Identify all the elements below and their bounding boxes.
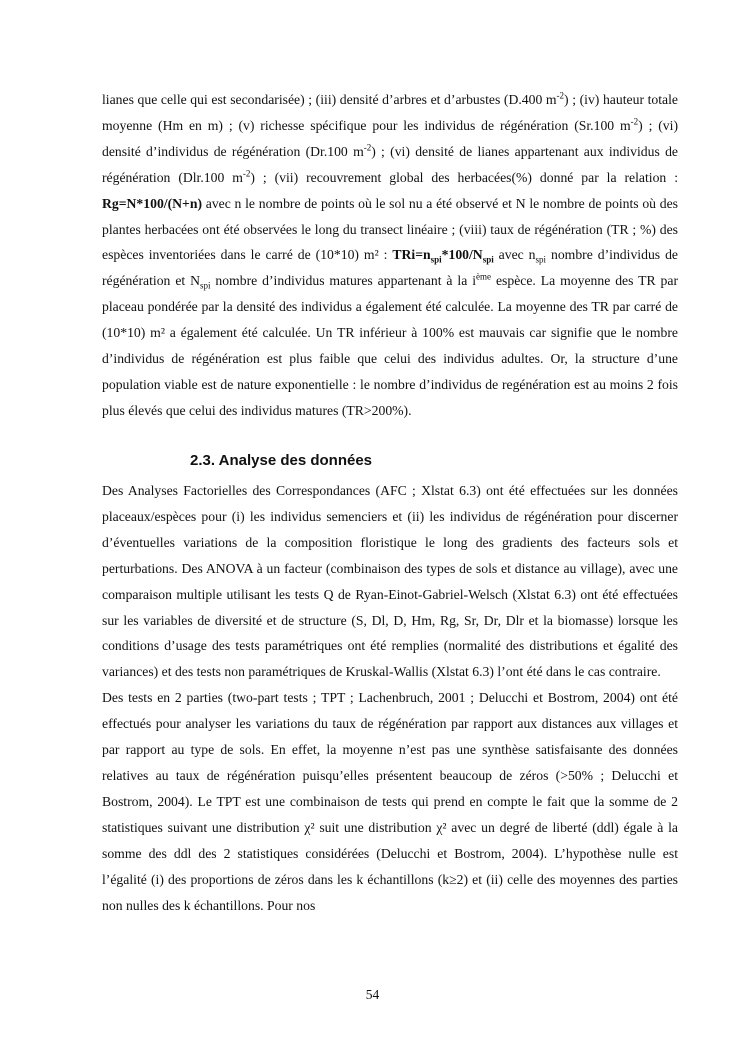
- superscript: -2: [363, 142, 372, 153]
- superscript: ème: [476, 271, 492, 282]
- text-run: espèce. La moyenne des TR par placeau pondérée par la densité des individus a également été calculée. La moyenne des TR par carré de (10*10) m² a également été calculée. Un TR inférieur à 100% est mauvais car signifie que le nombre d’individus de régénération est plus faible que celui des individus adultes. Or, la structure d’une population viable est de nature exponentielle : le nombre d’individus de regénération est au moins 2 fois plus élevés que celui des individus matures (TR>200%).: [102, 273, 678, 418]
- paragraph-methods-variables: [102, 87, 678, 424]
- text-run: ) ; (vi) densité de lianes appartenant aux individus de régénération (Dlr.100 m: [102, 143, 678, 185]
- section-body: [102, 478, 678, 918]
- superscript: -2: [556, 90, 565, 101]
- subscript: spi: [535, 255, 547, 266]
- text-run: nombre d’individus de régénération et N: [102, 247, 678, 289]
- paragraph-afc-anova: Des Analyses Factorielles des Correspondances (AFC ; Xlstat 6.3) ont été effectuées sur les données placeaux/espèces pour (i) les individus semenciers et (ii) les individus de régénération pour discerner d’éventuelles variations de la composition floristique le long des gradients des facteurs sols et perturbations. Des ANOVA à un facteur (combinaison des types de sols et distance au village), avec une comparaison multiple utilisant les tests Q de Ryan-Einot-Gabriel-Welsch (Xlstat 6.3) ont été effectuées sur les variables de diversité et de structure (S, Dl, D, Hm, Rg, Sr, Dr, Dlr et la biomasse) lorsque les conditions d’usage des tests paramétriques ont été remplies (normalité des distributions et égalité des variances) et des tests non paramétriques de Kruskal-Wallis (Xlstat 6.3) l’ont été dans le cas contraire.: [102, 483, 678, 680]
- formula-tr: [392, 247, 494, 266]
- text-run: nombre d’individus matures appartenant à la i: [210, 273, 477, 289]
- text-run: avec n: [493, 247, 536, 263]
- text-run: ) ; (vii) recouvrement global des herbacées(%) donné par la relation :: [250, 169, 678, 185]
- formula-part: *100/N: [441, 247, 483, 263]
- paragraph-two-part-tests: Des tests en 2 parties (two-part tests ; TPT ; Lachenbruch, 2001 ; Delucchi et Bostrom, 2004) ont été effectués pour analyser les variations du taux de régénération par rapport aux distances aux villages et par rapport au type de sols. En effet, la moyenne n’est pas une synthèse satisfaisante des données relatives au taux de régénération puisqu’elles présentent beaucoup de zéros (>50% ; Delucchi et Bostrom, 2004). Le TPT est une combinaison de tests qui prend en compte le fait que la somme de 2 statistiques suivant une distribution χ² suit une distribution χ² avec un degré de liberté (ddl) égale à la somme des ddl des 2 statistiques considérées (Delucchi et Bostrom, 2004). L’hypothèse nulle est l’égalité (i) des proportions de zéros dans les k échantillons (k≥2) et (ii) celle des moyennes des parties non nulles des k échantillons. Pour nos: [102, 690, 678, 913]
- subscript: spi: [200, 281, 211, 292]
- subscript: spi: [482, 255, 494, 266]
- section-heading: 2.3. Analyse des données: [190, 452, 373, 469]
- superscript: -2: [630, 116, 639, 127]
- page-number: 54: [365, 987, 380, 1002]
- text-run: avec n le nombre de points où le sol nu a été observé et N le nombre de points où des plantes herbacées ont été observées le long du transect linéaire ; (viii) taux de régénération (TR ; %) des espèces inventoriées dans le carré de (10*10) m² :: [102, 195, 678, 263]
- text-run: lianes que celle qui est secondarisée) ; (iii) densité d’arbres et d’arbustes (D.400 m: [102, 92, 557, 107]
- superscript: -2: [242, 168, 251, 179]
- formula-part: TRi=n: [392, 247, 431, 263]
- text-run: ) ; (vi) densité d’individus de régénération (Dr.100 m: [102, 117, 678, 159]
- text-run: ) ; (iv) hauteur totale moyenne (Hm en m) ; (v) richesse spécifique pour les individus de régénération (Sr.100 m: [102, 92, 678, 133]
- formula-rg: Rg=N*100/(N+n): [102, 195, 203, 211]
- subscript: spi: [430, 255, 442, 266]
